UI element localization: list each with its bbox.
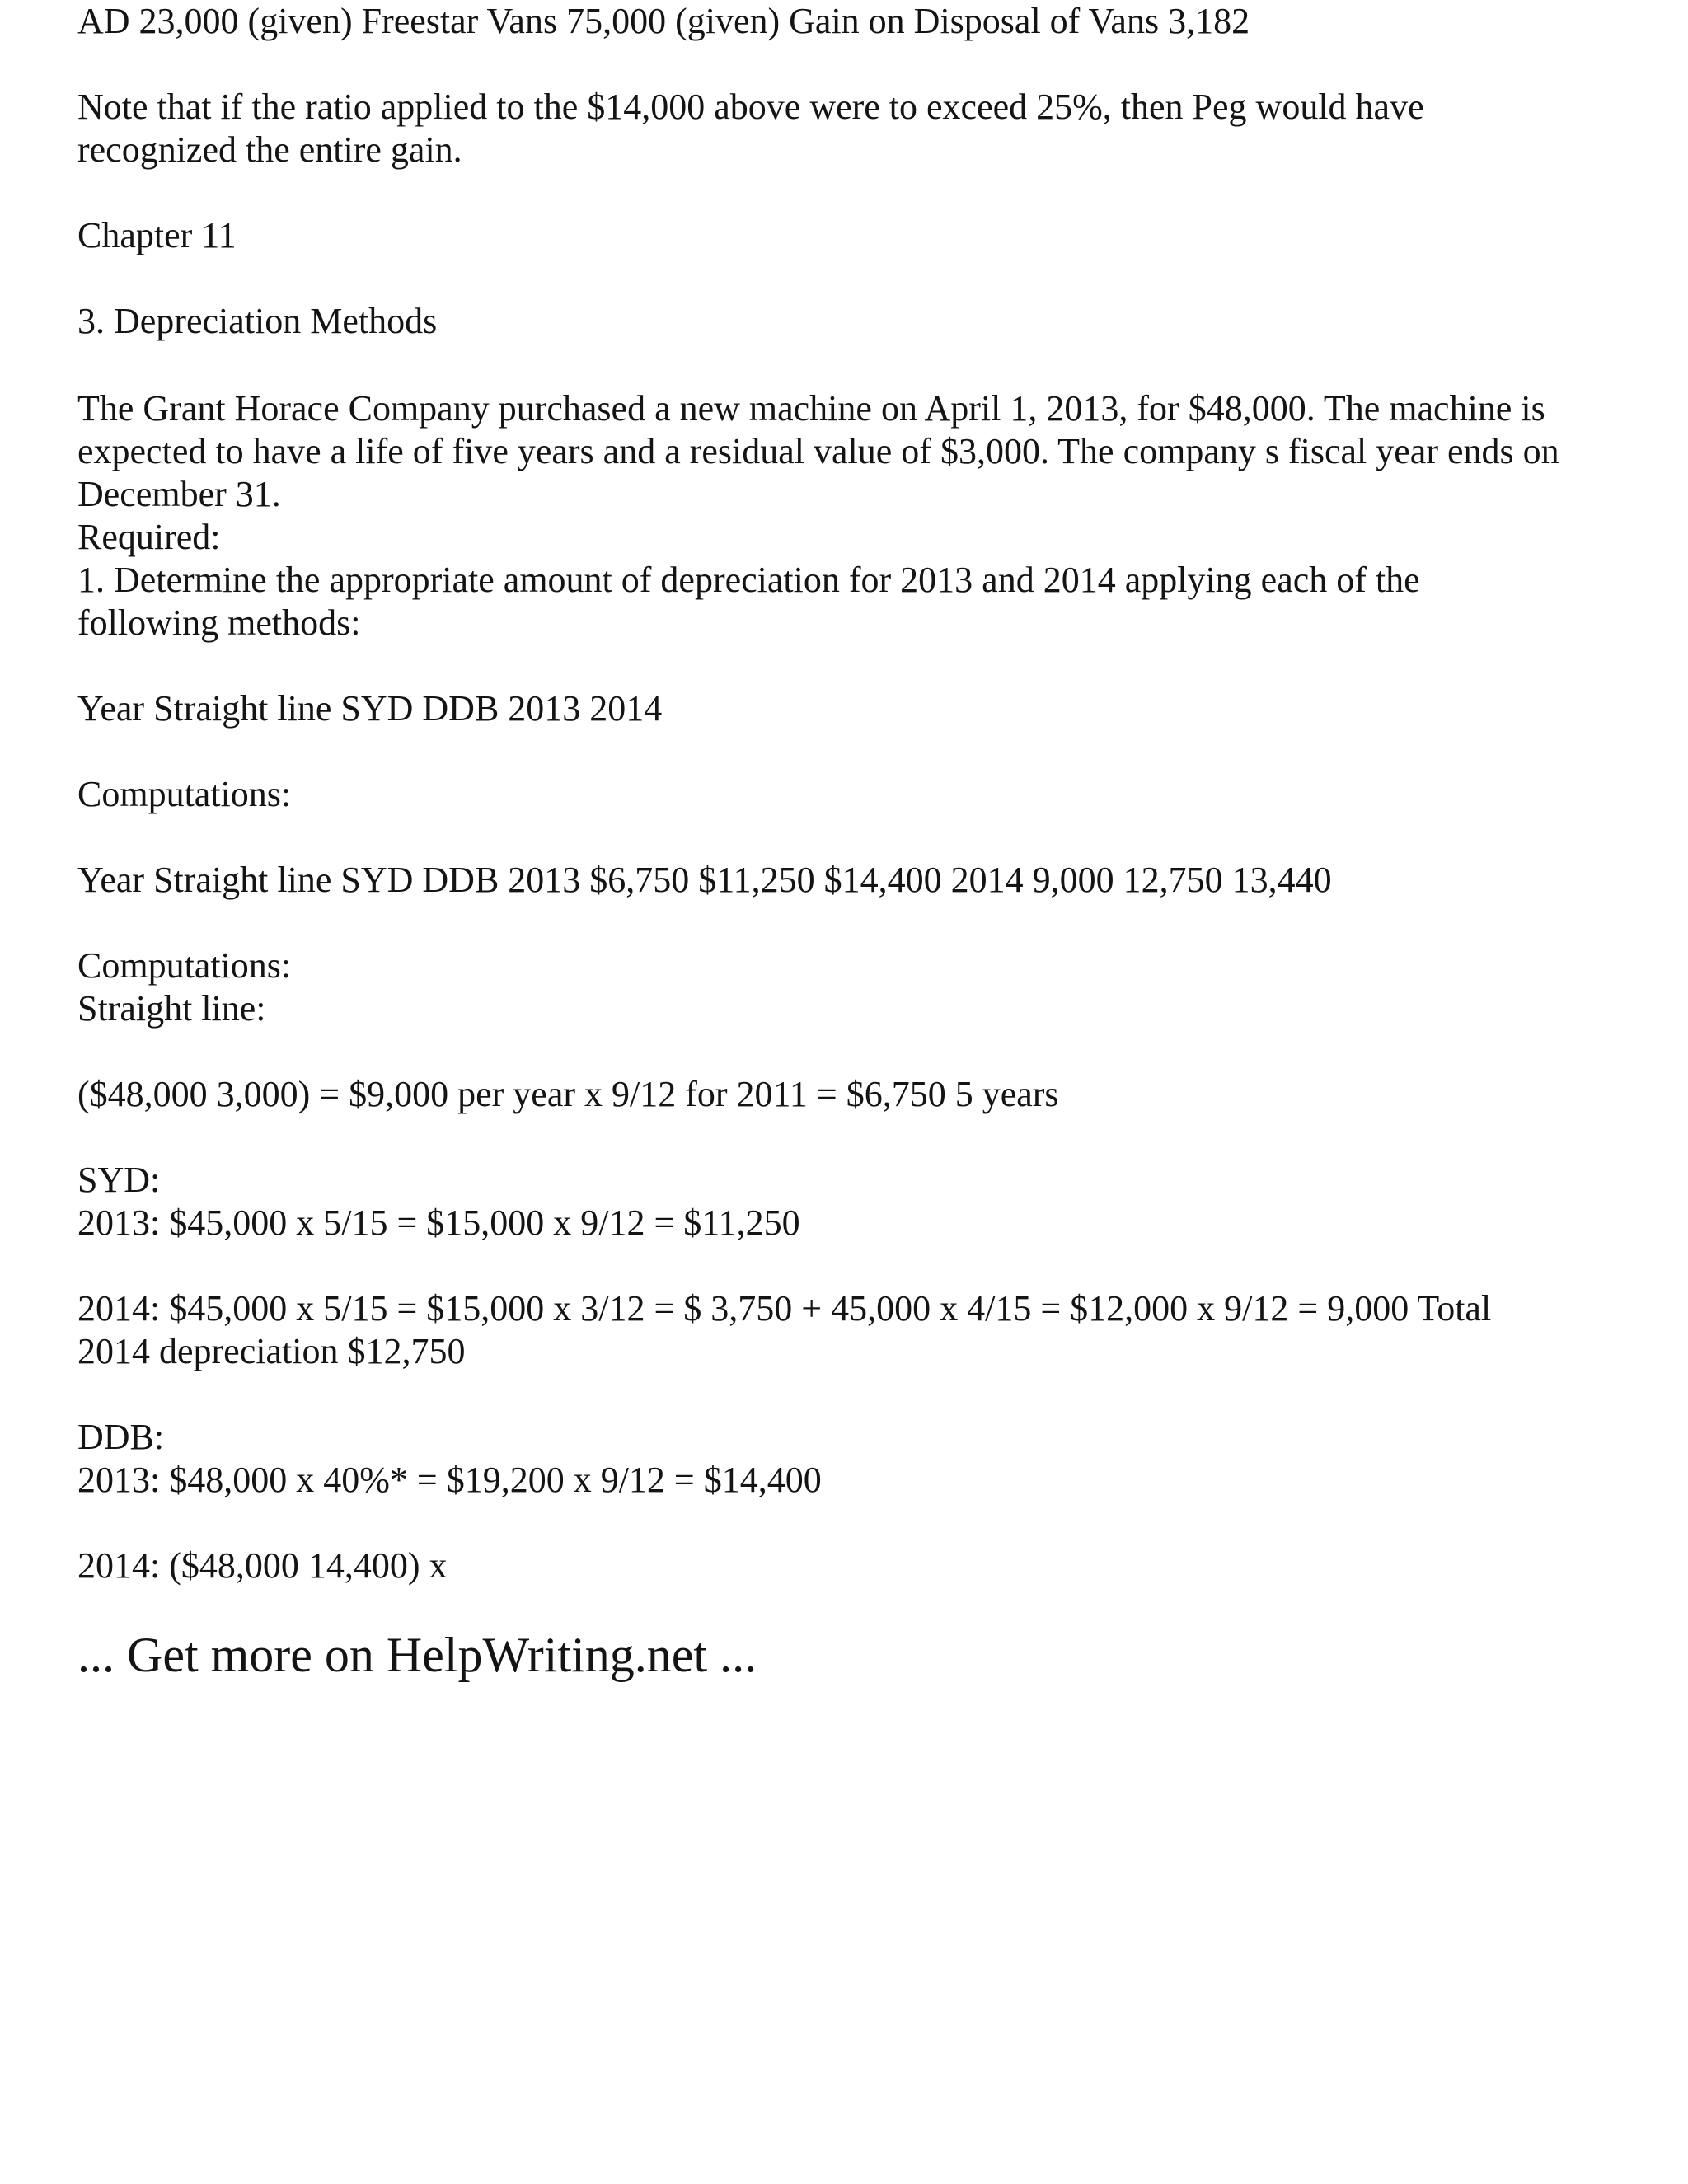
straight-line-computation: ($48,000 3,000) = $9,000 per year x 9/12 for 2011 = $6,750 5 years (77, 1074, 1059, 1114)
problem-text-line-3: December 31. (77, 474, 281, 514)
syd-2014-total: 2014 depreciation $12,750 (77, 1331, 466, 1371)
table-header-line: Year Straight line SYD DDB 2013 2014 (77, 688, 663, 729)
syd-2013-computation: 2013: $45,000 x 5/15 = $15,000 x 9/12 = $11,250 (77, 1202, 800, 1243)
text-line-note-cont: recognized the entire gain. (77, 129, 462, 170)
computations-label: Computations: (77, 774, 292, 814)
required-item-1-cont: following methods: (77, 602, 361, 643)
promo-link[interactable]: ... Get more on HelpWriting.net ... (77, 1628, 757, 1682)
section-heading: 3. Depreciation Methods (77, 301, 438, 341)
straight-line-label: Straight line: (77, 988, 266, 1029)
required-item-1: 1. Determine the appropriate amount of depreciation for 2013 and 2014 applying each of the (77, 560, 1420, 600)
ddb-2014-computation: 2014: ($48,000 14,400) x (77, 1545, 448, 1586)
text-line-vans-disposal: AD 23,000 (given) Freestar Vans 75,000 (given) Gain on Disposal of Vans 3,182 (77, 1, 1250, 41)
syd-label: SYD: (77, 1160, 161, 1200)
chapter-heading: Chapter 11 (77, 215, 237, 255)
computations-label-2: Computations: (77, 945, 292, 986)
syd-2014-computation: 2014: $45,000 x 5/15 = $15,000 x 3/12 = $ 3,750 + 45,000 x 4/15 = $12,000 x 9/12 = 9,000 Total (77, 1288, 1492, 1329)
ddb-2013-computation: 2013: $48,000 x 40%* = $19,200 x 9/12 = $14,400 (77, 1460, 822, 1500)
results-table-line: Year Straight line SYD DDB 2013 $6,750 $11,250 $14,400 2014 9,000 12,750 13,440 (77, 860, 1332, 900)
problem-text-line-1: The Grant Horace Company purchased a new machine on April 1, 2013, for $48,000. The machine is (77, 388, 1545, 429)
required-label: Required: (77, 517, 221, 557)
ddb-label: DDB: (77, 1417, 165, 1457)
problem-text-line-2: expected to have a life of five years and a residual value of $3,000. The company s fiscal year ends on (77, 431, 1559, 471)
text-line-note: Note that if the ratio applied to the $14,000 above were to exceed 25%, then Peg would have (77, 87, 1424, 127)
